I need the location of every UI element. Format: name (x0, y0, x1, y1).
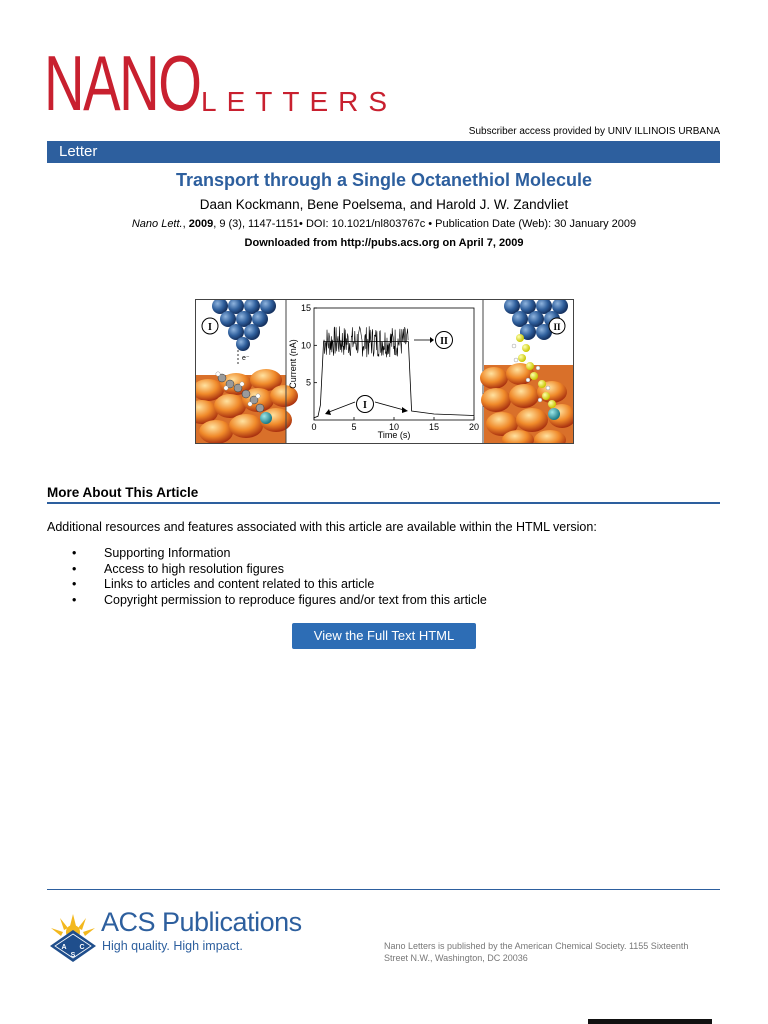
list-item (47, 593, 487, 609)
x-tick-label: 20 (468, 422, 480, 432)
current-trace (314, 342, 474, 418)
x-tick-label: 0 (311, 422, 317, 432)
chart-annotation-high: II (440, 336, 448, 347)
article-citation (0, 218, 768, 230)
chart-xlabel: Time (s) (377, 430, 411, 440)
article-title[interactable]: Transport through a Single Octanethiol Molecule (175, 170, 593, 190)
list-item-label: Copyright permission to reproduce figures and/or text from this article (104, 593, 487, 608)
more-about-heading: More About This Article (47, 485, 199, 500)
x-tick-label: 15 (428, 422, 440, 432)
list-item-label: Links to articles and content related to this article (104, 577, 375, 592)
left-panel-image (196, 300, 298, 443)
toc-figure-svg (196, 300, 573, 443)
toc-figure (195, 299, 574, 444)
acs-tagline: High quality. High impact. (102, 939, 243, 953)
chart-frame (314, 308, 474, 420)
x-tick-label: 10 (388, 422, 400, 432)
citation-journal: Nano Lett. (131, 218, 183, 230)
journal-logo-letters: LETTERS (201, 86, 398, 117)
resources-list (47, 546, 487, 609)
citation-details: , 9 (3), 1147-1151• DOI: 10.1021/nl803767c • Publication Date (Web): 30 January 2009 (213, 218, 637, 230)
section-divider (47, 502, 720, 504)
view-full-text-button[interactable]: View the Full Text HTML (292, 623, 476, 649)
right-panel-image (480, 300, 573, 443)
list-bullet: • (72, 546, 77, 560)
seal-letter-a: A (61, 944, 67, 951)
acs-seal-icon (46, 910, 100, 964)
section-bar (47, 141, 720, 163)
download-note: Downloaded from http://pubs.acs.org on April 7, 2009 (244, 237, 524, 249)
article-authors: Daan Kockmann, Bene Poelsema, and Harold J. W. Zandvliet (199, 197, 569, 212)
citation-year: 2009 (188, 218, 214, 230)
y-tick-label: 10 (300, 340, 311, 351)
list-item-label: Access to high resolution figures (104, 561, 284, 576)
acs-logo[interactable] (46, 910, 100, 964)
list-bullet: • (72, 577, 77, 592)
list-item-label: Supporting Information (104, 546, 231, 560)
page-edge-bar (588, 1019, 712, 1024)
list-bullet: • (72, 593, 77, 608)
current-time-chart (288, 303, 479, 440)
left-panel-label: I (208, 322, 212, 333)
y-tick-label: 15 (300, 303, 311, 313)
right-panel-label: II (553, 322, 561, 332)
list-item (47, 577, 487, 593)
publisher-note: Nano Letters is published by the American Chemical Society. 1155 Sixteenth Street N.W., Washington, DC 20036 (384, 941, 689, 963)
citation-separator: , (182, 218, 189, 230)
chart-ylabel: Current (nA) (288, 339, 298, 389)
list-item (47, 546, 487, 562)
list-bullet: • (72, 561, 77, 576)
acs-publications-wordmark[interactable]: ACS Publications (101, 907, 302, 937)
y-tick-label: 5 (305, 377, 311, 388)
resources-intro: Additional resources and features associated with this article are available within the HTML version: (47, 520, 597, 534)
x-tick-label: 5 (351, 422, 357, 432)
subscriber-access-note: Subscriber access provided by UNIV ILLINOIS URBANA (468, 126, 720, 137)
journal-logo-nano: NANO (44, 39, 201, 127)
chart-annotation-low: I (363, 400, 367, 411)
section-label: Letter (59, 143, 98, 160)
electron-label: e⁻ (242, 355, 250, 362)
footer-divider (47, 889, 720, 890)
seal-letter-s: S (70, 952, 76, 959)
seal-letter-c: C (79, 944, 85, 951)
list-item (47, 562, 487, 578)
